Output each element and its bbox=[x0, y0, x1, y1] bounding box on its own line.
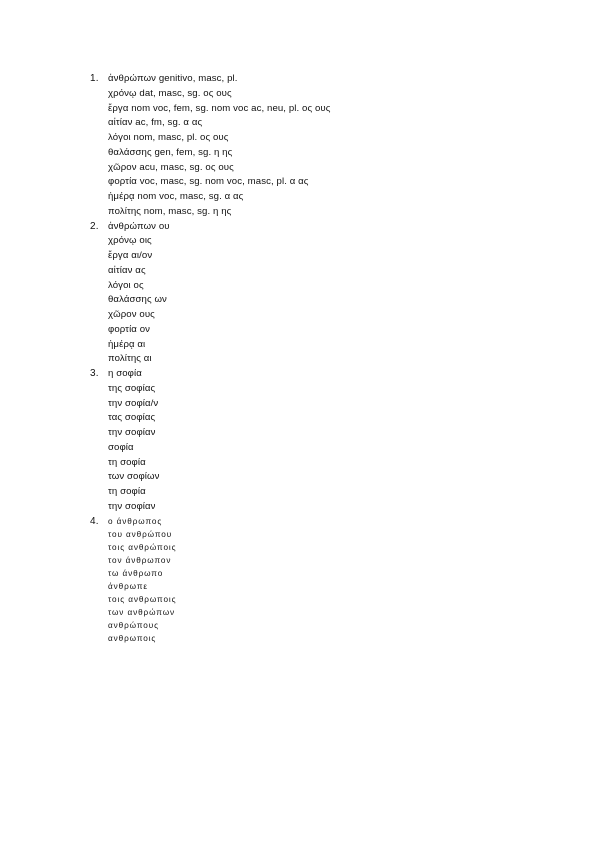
answer-line: τη σοφία bbox=[108, 486, 146, 497]
answer-line: τη σοφία bbox=[108, 456, 146, 468]
answer-line: χῶρον ους bbox=[108, 309, 155, 320]
answer-line: ἔργα αι/ον bbox=[108, 250, 153, 261]
answer-line: λόγοι nom, masc, pl. ος ους bbox=[108, 132, 229, 143]
exercise-4 bbox=[90, 515, 570, 646]
exercise-1 bbox=[90, 72, 570, 220]
answer-line: θαλάσσης ων bbox=[108, 294, 167, 306]
answer-line: της σοφίας bbox=[108, 382, 156, 394]
answer-line: αἰτίαν ας bbox=[108, 264, 146, 276]
answer-line: αἰτίαν ac, fm, sg. α ας bbox=[108, 117, 203, 129]
answer-line: ο άνθρωπος bbox=[108, 516, 163, 526]
answer-line: τοις ανθρωποις bbox=[108, 595, 177, 605]
answer-line: ἡμέρᾳ αι bbox=[108, 338, 146, 350]
exercise-number: 1. bbox=[90, 73, 99, 84]
answer-line: φορτία ον bbox=[108, 323, 151, 335]
answer-line: τας σοφίας bbox=[108, 412, 156, 424]
exercise-number: 4. bbox=[90, 515, 99, 527]
answer-line: άνθρωπε bbox=[108, 581, 148, 591]
answer-line: ανθρωποις bbox=[108, 634, 157, 644]
answer-line: του ανθρώπου bbox=[108, 529, 173, 539]
answer-line: η σοφία bbox=[108, 368, 142, 379]
answer-line: λόγοι ος bbox=[108, 279, 144, 291]
answer-line: πολίτης nom, masc, sg. η ης bbox=[108, 205, 232, 217]
exercise-list bbox=[90, 72, 570, 645]
answer-line: τον άνθρωπον bbox=[108, 555, 172, 565]
answer-line: ἡμέρᾳ nom voc, masc, sg. α ας bbox=[108, 191, 244, 202]
exercise-2 bbox=[90, 220, 570, 368]
answer-line: την σοφίαν bbox=[108, 427, 156, 438]
answer-line: χρόνῳ dat, masc, sg. ος ους bbox=[108, 87, 232, 99]
answer-line: τοις ανθρώποις bbox=[108, 542, 177, 552]
exercise-number: 3. bbox=[90, 368, 99, 379]
answer-line: των σοφίων bbox=[108, 471, 160, 483]
answer-line: χρόνῳ οις bbox=[108, 235, 152, 247]
answer-line: την σοφία/ν bbox=[108, 397, 159, 409]
answer-line: την σοφίαν bbox=[108, 500, 156, 512]
answer-line: πολίτης αι bbox=[108, 353, 152, 365]
exercise-number: 2. bbox=[90, 220, 99, 232]
answer-line: ανθρώπους bbox=[108, 621, 159, 631]
answer-line: σοφία bbox=[108, 441, 134, 453]
answer-line: ἀνθρώπων genitivo, masc, pl. bbox=[108, 73, 238, 84]
answer-line: χῶρον acu, masc, sg. ος ους bbox=[108, 161, 234, 173]
answer-line: των ανθρώπων bbox=[108, 608, 176, 618]
answer-line: ἔργα nom voc, fem, sg. nom voc ac, neu, pl. ος ους bbox=[108, 102, 331, 114]
answer-line: ἀνθρώπων ου bbox=[108, 220, 170, 232]
answer-line: θαλάσσης gen, fem, sg. η ης bbox=[108, 146, 233, 158]
answer-line: τω άνθρωπο bbox=[108, 568, 164, 578]
answer-line: φορτία voc, masc, sg. nom voc, masc, pl. α ας bbox=[108, 176, 309, 188]
exercise-3 bbox=[90, 367, 570, 515]
